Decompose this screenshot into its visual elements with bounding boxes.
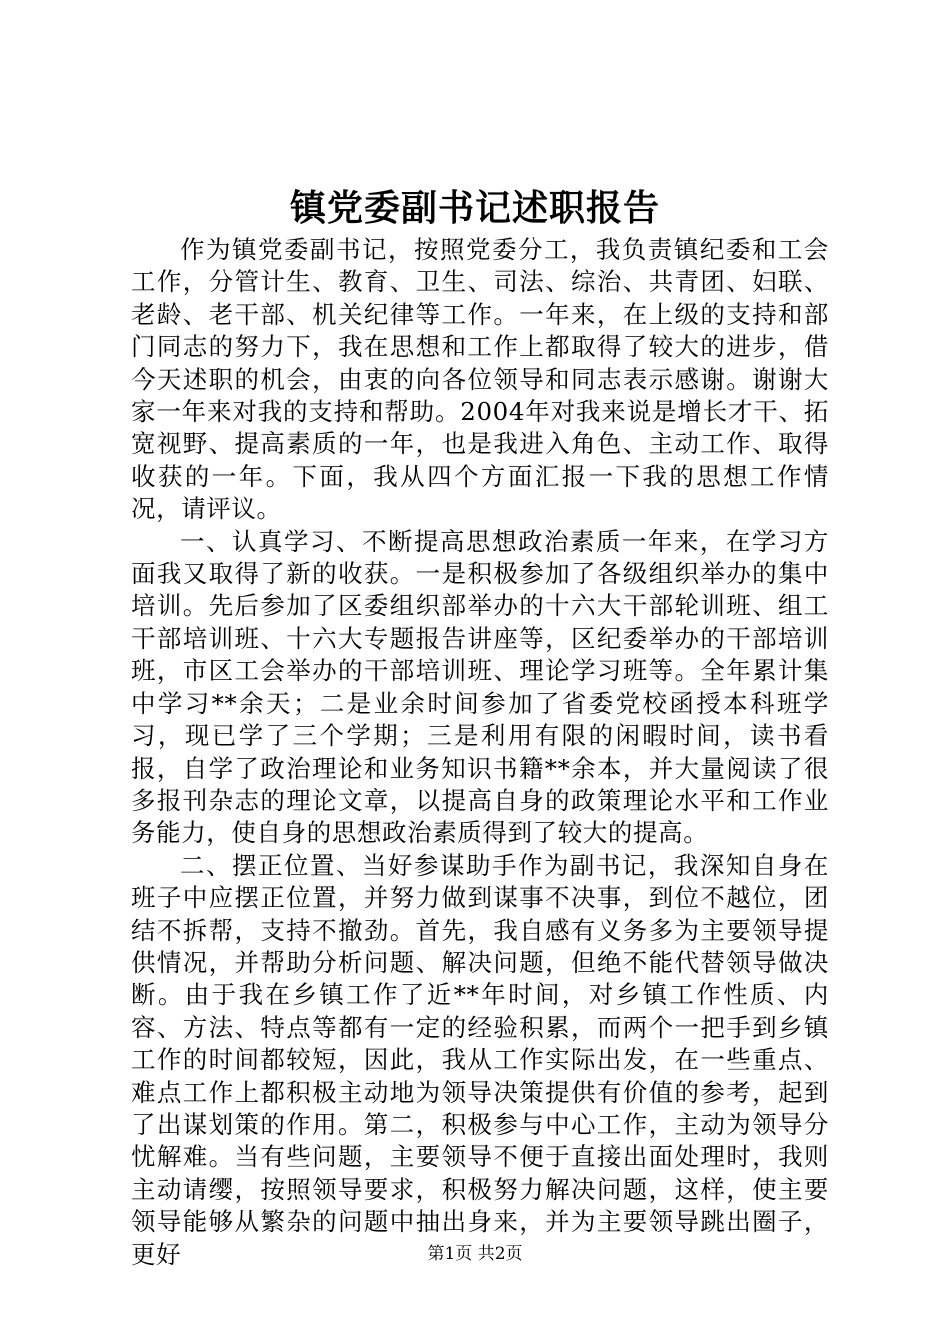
paragraph-intro: 作为镇党委副书记，按照党委分工，我负责镇纪委和工会工作，分管计生、教育、卫生、司法、综治、共青团、妇联、老龄、老干部、机关纪律等工作。一年来，在上级的支持和部门同志的努力下，我在思想和工作上都取得了较大的进步，借今天述职的机会，由衷的向各位领导和同志表示感谢。谢谢大家一年来对我的支持和帮助。2004年对我来说是增长才干、拓宽视野、提高素质的一年，也是我进入角色、主动工作、取得收获的一年。下面，我从四个方面汇报一下我的思想工作情况，请评议。 [131,235,829,524]
document-title: 镇党委副书记述职报告 [289,187,660,229]
paragraph-section-2: 二、摆正位置、当好参谋助手作为副书记，我深知自身在班子中应摆正位置，并努力做到谋事不决事，到位不越位，团结不拆帮，支持不撤劲。首先，我自感有义务多为主要领导提供情况，并帮助分析问题、解决问题，但绝不能代替领导做决断。由于我在乡镇工作了近**年时间，对乡镇工作性质、内容、方法、特点等都有一定的经验积累，而两个一把手到乡镇工作的时间都较短，因此，我从工作实际出发，在一些重点、难点工作上都积极主动地为领导决策提供有价值的参考，起到了出谋划策的作用。第二，积极参与中心工作，主动为领导分忧解难。当有些问题，主要领导不便于直接出面处理时，我则主动请缨，按照领导要求，积极努力解决问题，这样，使主要领导能够从繁杂的问题中抽出身来，并为主要领导跳出圈子，更好 [131,850,829,1269]
paragraph-section-1: 一、认真学习、不断提高思想政治素质一年来，在学习方面我又取得了新的收获。一是积极参加了各级组织举办的集中培训。先后参加了区委组织部举办的十六大干部轮训班、组工干部培训班、十六大专题报告讲座等，区纪委举办的干部培训班，市区工会举办的干部培训班、理论学习班等。全年累计集中学习**余天；二是业余时间参加了省委党校函授本科班学习，现已学了三个学期；三是利用有限的闲暇时间，读书看报，自学了政治理论和业务知识书籍**余本，并大量阅读了很多报刊杂志的理论文章，以提高自身的政策理论水平和工作业务能力，使自身的思想政治素质得到了较大的提高。 [131,526,829,848]
document-body [131,234,829,1271]
page-number-footer: 第1页 共2页 [427,1244,523,1264]
